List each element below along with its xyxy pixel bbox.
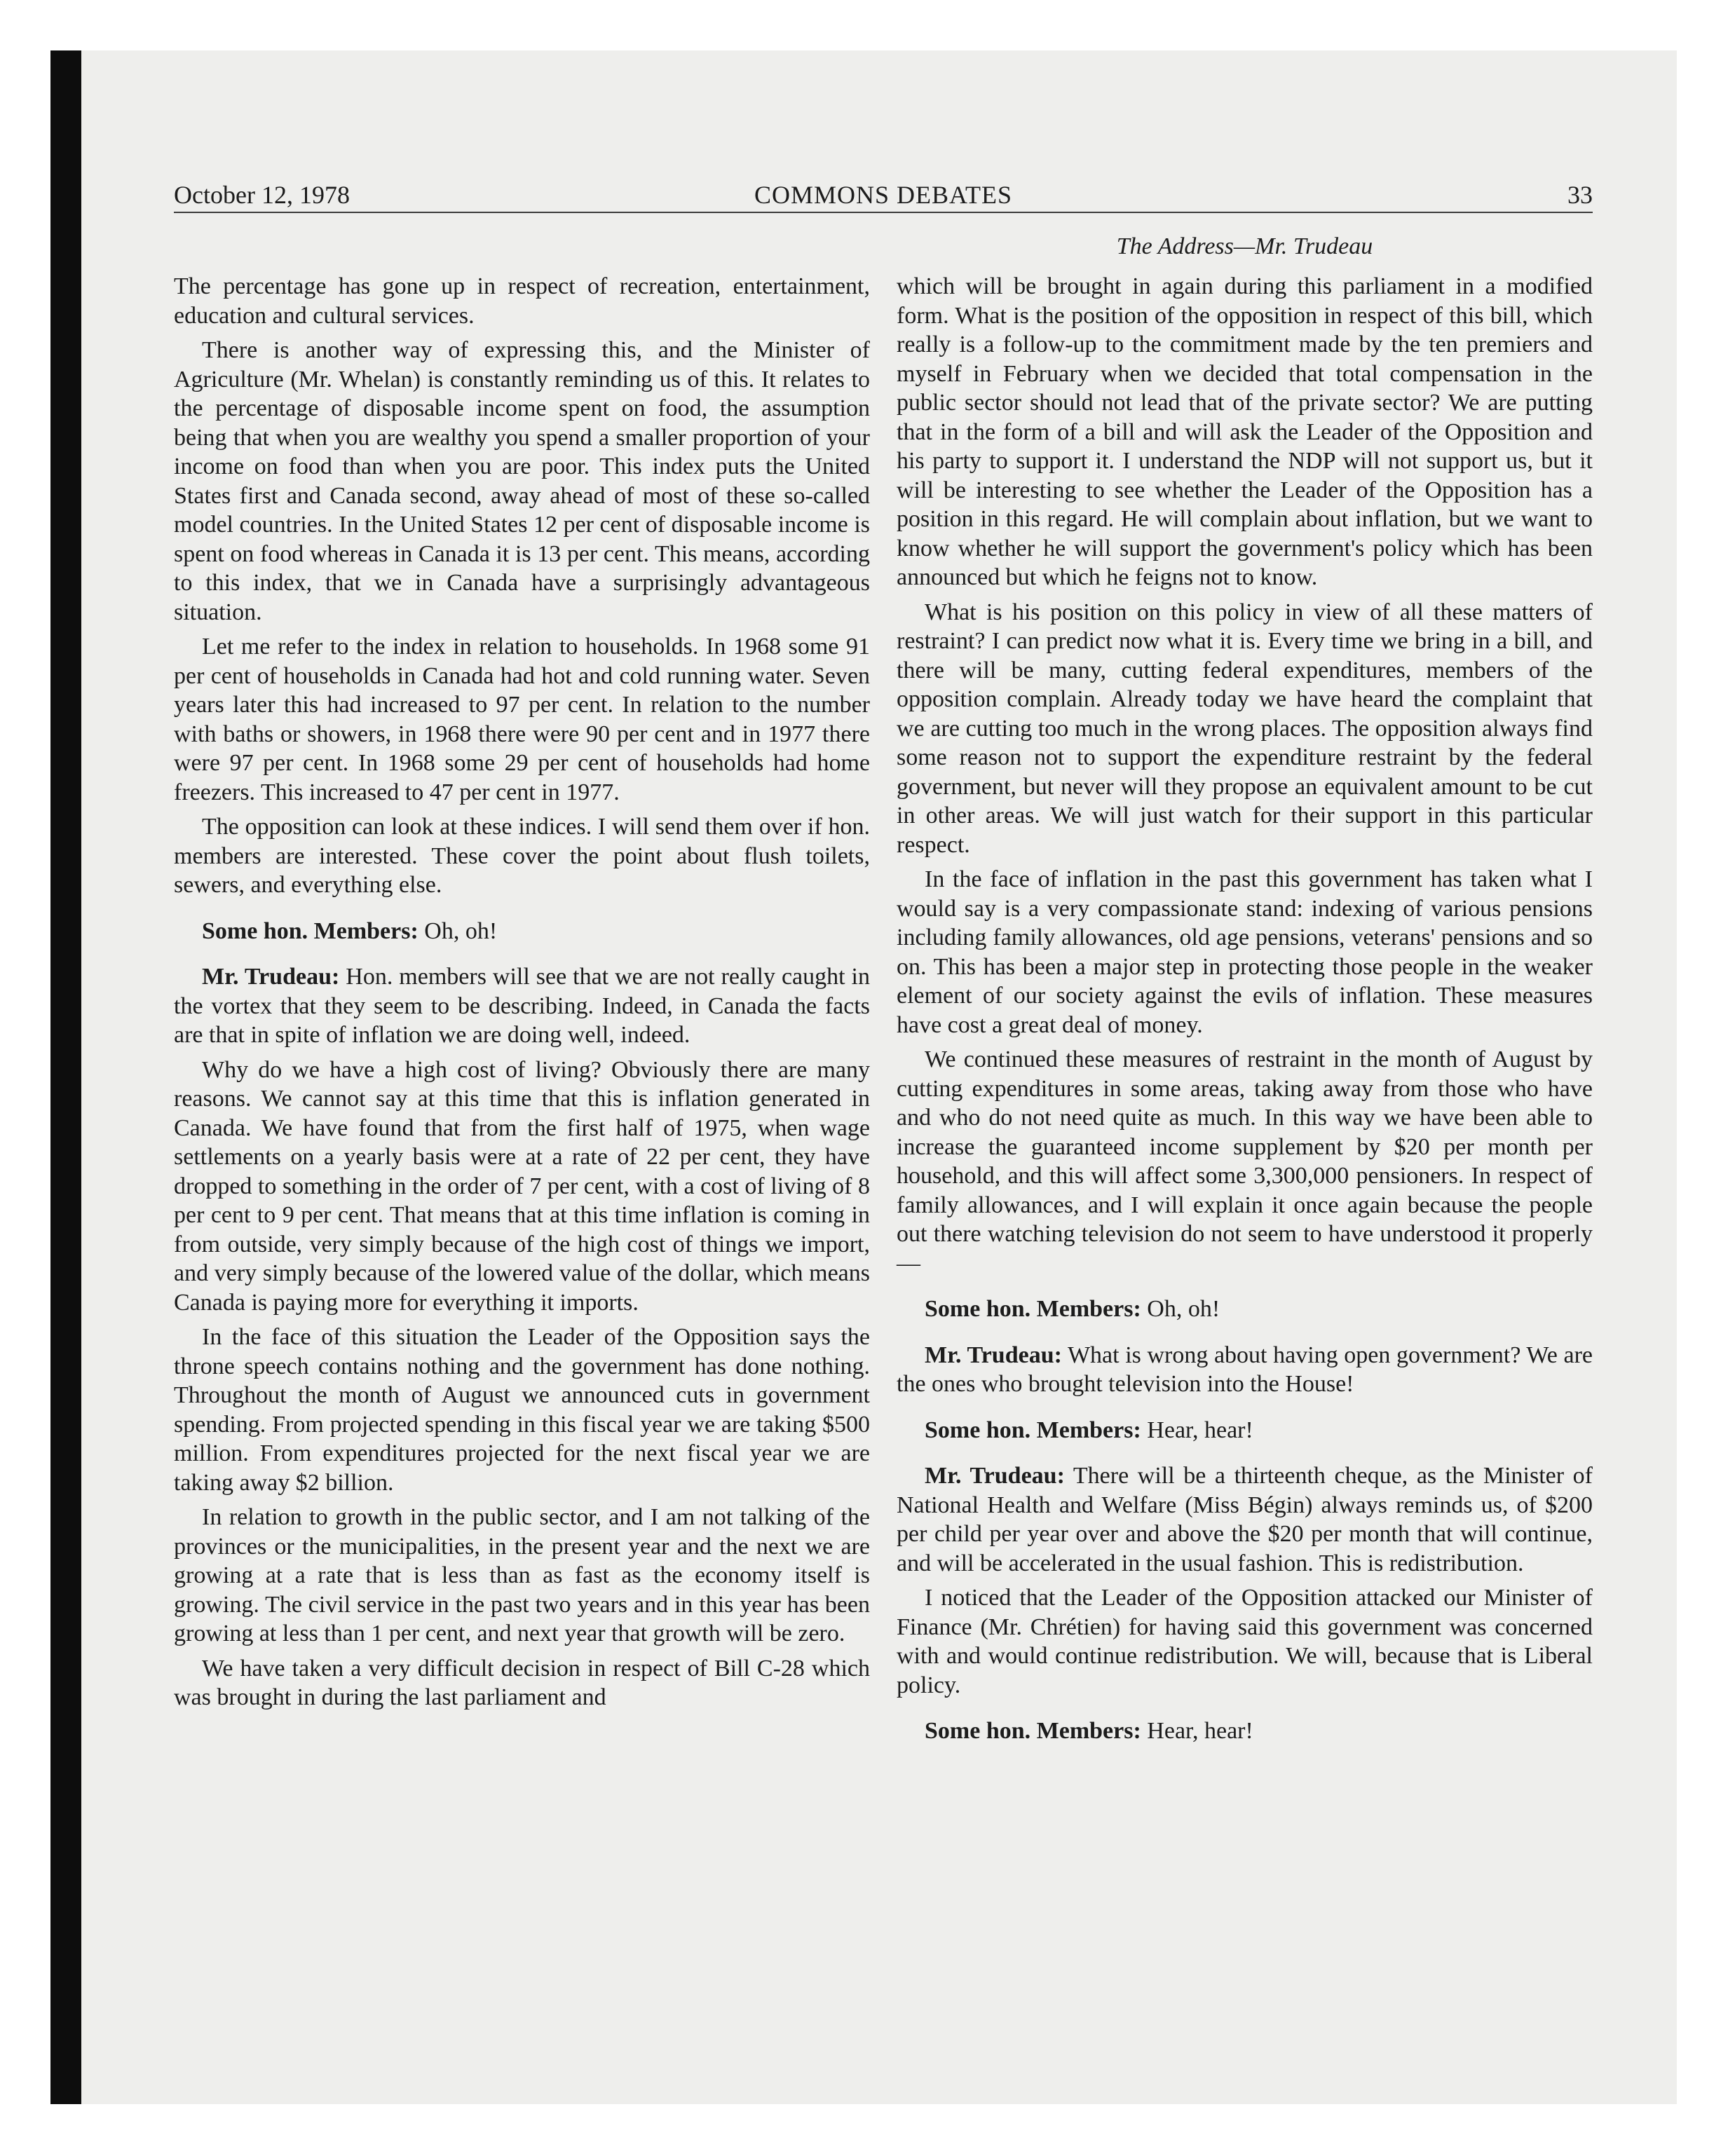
speech-paragraph [897, 1295, 1593, 1324]
paragraph [897, 1583, 1593, 1700]
page-header [174, 177, 1593, 213]
right-column [897, 272, 1593, 1756]
paragraph-text: The percentage has gone up in respect of recreation, entertainment, education and cultural services. [174, 273, 870, 329]
paragraph-text: The opposition can look at these indices. I will send them over if hon. members are interested. These cover the point about flush toilets, sewers, and everything else. [174, 814, 870, 898]
paragraph [174, 1056, 870, 1318]
paragraph-text: In the face of this situation the Leader of the Opposition says the throne speech contains nothing and the government has done nothing. Throughout the month of August we announced cuts in government spending. From projected spending in this fiscal year we are taking $500 million. From expenditures projected for the next fiscal year we are taking away $2 billion. [174, 1324, 870, 1496]
paragraph-text: There is another way of expressing this, and the Minister of Agriculture (Mr. Whelan) is constantly reminding us of this. It relates to the percentage of disposable income spent on food, the assumption being that when you are wealthy you spend a smaller proportion of your income on food than when you are poor. This index puts the United States first and Canada second, away ahead of most of these so-called model countries. In the United States 12 per cent of disposable income is spent on food whereas in Canada it is 13 per cent. This means, according to this index, that we in Canada have a surprisingly advantageous situation. [174, 337, 870, 625]
paragraph-text: In the face of inflation in the past this government has taken what I would say is a very compassionate stand: indexing of various pensions including family allowances, old age pensions, veterans' pensions and so on. This has been a major step in protecting those people in the weaker element of our society against the evils of inflation. These measures have cost a great deal of money. [897, 866, 1593, 1038]
speech-paragraph [897, 1416, 1593, 1445]
paragraph-text: Let me refer to the index in relation to households. In 1968 some 91 per cent of households in Canada had hot and cold running water. Seven years later this had increased to 97 per cent. In relation to the number with baths or showers, in 1968 there were 90 per cent and in 1977 there were 97 per cent. In 1968 some 29 per cent of households had home freezers. This increased to 47 per cent in 1977. [174, 634, 870, 805]
paragraph [174, 272, 870, 330]
paragraph [174, 1654, 870, 1712]
paragraph [174, 336, 870, 627]
paragraph-text: I noticed that the Leader of the Opposition attacked our Minister of Finance (Mr. Chrétien) for having said this government was concerned with and would continue redistribution. We will, because that is Liberal policy. [897, 1585, 1593, 1698]
header-rule [174, 212, 1593, 213]
paragraph [174, 1503, 870, 1649]
paragraph [174, 1323, 870, 1497]
paragraph-text: What is wrong about having open government? We are the ones who brought television into the House! [897, 1342, 1593, 1397]
speaker-name: Mr. Trudeau: [925, 1463, 1065, 1489]
paragraph-text: Hear, hear! [1147, 1417, 1253, 1443]
paragraph [897, 865, 1593, 1039]
page-number: 33 [1567, 181, 1593, 209]
paragraph-text: We continued these measures of restraint in the month of August by cutting expenditures in some areas, taking away from those who have and who do not need quite as much. In this way we have been able to increase the guaranteed income supplement by $20 per month per household, and this will affect some 3,300,000 pensioners. In respect of family allowances, and I will explain it once again because the people out there watching television do not seem to have understood it properly— [897, 1046, 1593, 1276]
running-head: The Address—Mr. Trudeau [1116, 233, 1373, 259]
paragraph-text: which will be brought in again during this parliament in a modified form. What is the position of the opposition in respect of this bill, which really is a follow-up to the commitment made by the ten premiers and myself in February when we decided that total compensation in the public sector should not lead that of the private sector? We are putting that in the form of a bill and will ask the Leader of the Opposition and his party to support it. I understand the NDP will not support us, but it will be interesting to see whether the Leader of the Opposition has a position in this regard. He will complain about inflation, but we want to know whether he will support the government's policy which has been announced but which he feigns not to know. [897, 273, 1593, 590]
speech-paragraph [174, 962, 870, 1050]
binding-edge [50, 50, 81, 2104]
header-date: October 12, 1978 [174, 181, 350, 209]
paragraph [897, 598, 1593, 860]
speech-paragraph [897, 1717, 1593, 1746]
speech-paragraph [174, 917, 870, 946]
speaker-name: Some hon. Members: [202, 917, 419, 944]
paragraph-text: What is his position on this policy in view of all these matters of restraint? I can predict now what it is. Every time we bring in a bill, and there will be many, cutting federal expenditures, members of the opposition complain. Already today we have heard the complaint that we are cutting too much in the wrong places. The opposition always find some reason not to support the expenditure restraint by the federal government, but never will they propose an equivalent amount to be cut in other areas. We will just watch for their support in this particular respect. [897, 599, 1593, 858]
paragraph-text: There will be a thirteenth cheque, as the Minister of National Health and Welfare (Miss Bégin) always reminds us, of $200 per child per year over and above the $20 per month that will continue, and will be accelerated in the usual fashion. This is redistribution. [897, 1463, 1593, 1576]
paragraph-text: Hear, hear! [1147, 1718, 1253, 1744]
speaker-name: Some hon. Members: [925, 1718, 1141, 1744]
paragraph-text: In relation to growth in the public sector, and I am not talking of the provinces or the municipalities, in the present year and the next we are growing at a rate that is less than as fast as the economy itself is growing. The civil service in the past two years and in this year has been growing at less than 1 per cent, and next year that growth will be zero. [174, 1504, 870, 1646]
left-column [174, 272, 870, 1718]
paragraph-text: Why do we have a high cost of living? Obviously there are many reasons. We cannot say at this time that this is inflation generated in Canada. We have found that from the first half of 1975, when wage settlements on a yearly basis were at a rate of 22 per cent, they have dropped to something in the order of 7 per cent, with a cost of living of 8 per cent to 9 per cent. That means that at this time inflation is coming in from outside, very simply because of the high cost of things we import, and very simply because of the lowered value of the dollar, which means Canada is paying more for everything it imports. [174, 1056, 870, 1316]
paragraph [897, 1045, 1593, 1278]
speech-paragraph [897, 1341, 1593, 1399]
paragraph [897, 272, 1593, 592]
paragraph [174, 812, 870, 900]
speaker-name: Some hon. Members: [925, 1296, 1141, 1322]
paragraph-text: Hon. members will see that we are not really caught in the vortex that they seem to be describing. Indeed, in Canada the facts are that in spite of inflation we are doing well, indeed. [174, 964, 870, 1048]
speaker-name: Mr. Trudeau: [202, 964, 340, 990]
paragraph-text: We have taken a very difficult decision in respect of Bill C-28 which was brought in during the last parliament and [174, 1655, 870, 1710]
speech-paragraph [897, 1461, 1593, 1578]
paragraph-text: Oh, oh! [424, 917, 498, 944]
paragraph-text: Oh, oh! [1147, 1296, 1220, 1322]
paragraph [174, 632, 870, 807]
speaker-name: Some hon. Members: [925, 1417, 1141, 1443]
speaker-name: Mr. Trudeau: [925, 1342, 1062, 1368]
header-title: COMMONS DEBATES [754, 181, 1013, 209]
